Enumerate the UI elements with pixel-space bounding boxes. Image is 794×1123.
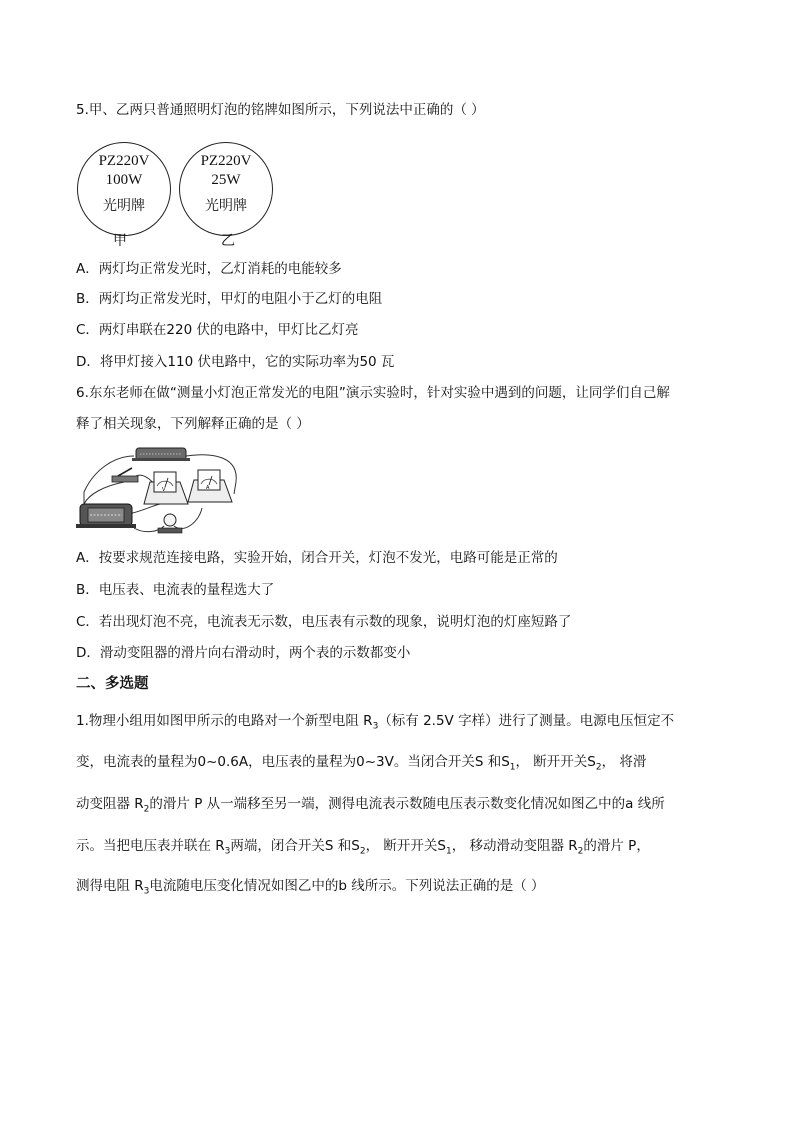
lamp-power: 25W	[211, 172, 241, 188]
q6-option-a: A．按要求规范连接电路，实验开始，闭合开关，灯泡不发光，电路可能是正常的	[76, 550, 558, 566]
switch-icon	[112, 468, 138, 482]
q6-stem-line1: 6.东东老师在做“测量小灯泡正常发光的电阻”演示实验时，针对实验中遇到的问题，让同学们自己解	[76, 385, 670, 401]
lamp-brand: 光明牌	[205, 198, 247, 214]
q6-option-c: C．若出现灯泡不亮，电流表无示数，电压表有示数的现象，说明灯泡的灯座短路了	[76, 614, 572, 630]
ammeter-label: A	[206, 485, 210, 491]
lamp-nameplate-jia	[77, 142, 171, 236]
voltmeter-label: V	[162, 487, 166, 493]
mq1-line3: 动变阻器 $R_2$的滑片 P 从一端移至另一端，测得电流表示数随电压表示数变化情况如图乙中的a 线所	[76, 796, 665, 815]
mq1-line4: 示。当把电压表并联在 $R_3$两端，闭合开关S 和$S_2$， 断开开关$S_1$， 移动滑动变阻器 $R_2$的滑片 P，	[76, 838, 650, 857]
lamp-nameplate-yi	[179, 142, 273, 236]
lamp-power: 100W	[105, 172, 143, 188]
lamp-brand: 光明牌	[103, 198, 145, 214]
mq1-line1: 1.物理小组用如图甲所示的电路对一个新型电阻 $R_3$（标有 2.5V 字样）进行了测量。电源电压恒定不	[76, 713, 675, 732]
lamp-model: PZ220V	[200, 153, 252, 169]
q5-stem: 5.甲、乙两只普通照明灯泡的铭牌如图所示，下列说法中正确的（ ）	[76, 102, 485, 118]
bulb-icon	[158, 514, 182, 533]
lamp-model: PZ220V	[98, 153, 150, 169]
section-heading: 二、多选题	[76, 676, 149, 692]
q5-option-b: B．两灯均正常发光时，甲灯的电阻小于乙灯的电阻	[76, 291, 383, 307]
circuit-figure	[74, 442, 244, 542]
ammeter-icon	[188, 470, 232, 502]
q5-option-c: C．两灯串联在220 伏的电路中，甲灯比乙灯亮	[76, 322, 359, 338]
q6-option-d: D．滑动变阻器的滑片向右滑动时，两个表的示数都变小	[76, 645, 411, 661]
mq1-line5: 测得电阻 $R_3$电流随电压变化情况如图乙中的b 线所示。下列说法正确的是（ ）	[76, 878, 545, 897]
lamp-caption-yi: 乙	[221, 233, 235, 249]
mq1-line2: 变，电流表的量程为0~0.6A，电压表的量程为0~3V。当闭合开关S 和$S_1$， 断开开关$S_2$， 将滑	[76, 754, 647, 773]
q5-option-a: A．两灯均正常发光时，乙灯消耗的电能较多	[76, 261, 342, 277]
lamp-caption-jia: 甲	[113, 233, 127, 249]
q6-option-b: B．电压表、电流表的量程选大了	[76, 582, 275, 598]
rheostat-icon	[132, 448, 190, 461]
voltmeter-icon	[144, 472, 188, 504]
battery-icon	[76, 504, 136, 528]
q6-stem-line2: 释了相关现象，下列解释正确的是（ ）	[76, 416, 310, 432]
q5-option-d: D．将甲灯接入110 伏电路中，它的实际功率为50 瓦	[76, 354, 395, 370]
